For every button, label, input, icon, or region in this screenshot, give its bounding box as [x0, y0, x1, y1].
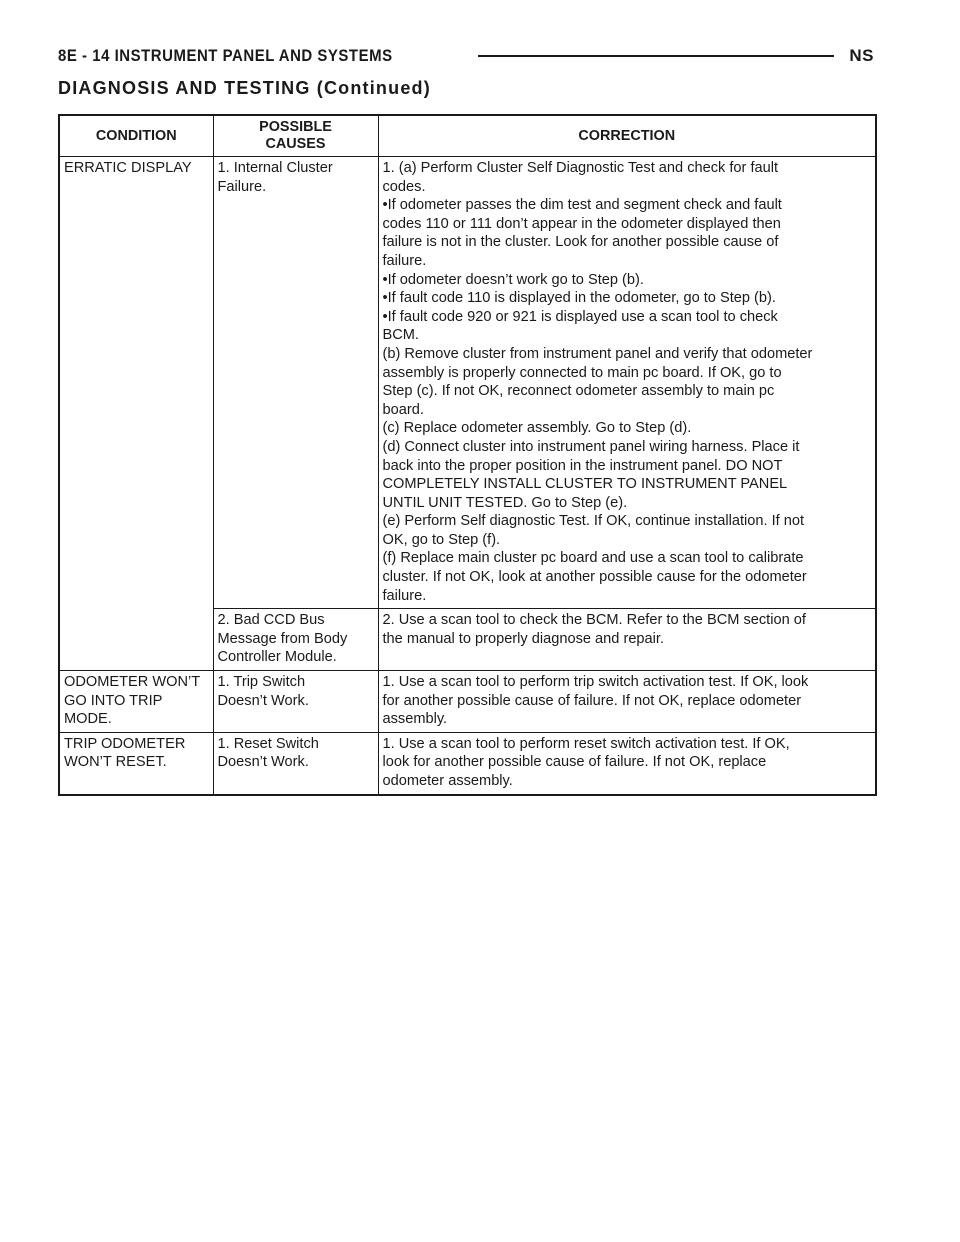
condition-line: GO INTO TRIP: [64, 692, 163, 709]
table-row: [59, 732, 876, 794]
cause-cell: [213, 671, 378, 733]
correction-line: 1. Use a scan tool to perform trip switch activation test. If OK, look: [382, 674, 809, 691]
correction-line: 1. (a) Perform Cluster Self Diagnostic Test and check for fault: [382, 160, 779, 176]
column-header-correction: CORRECTION: [378, 115, 876, 157]
correction-line: cluster. If not OK, look at another possible cause for the odometer: [382, 569, 807, 586]
model-code: NS: [849, 46, 874, 65]
bullet-icon: •: [382, 197, 388, 214]
correction-line: the manual to properly diagnose and repair.: [382, 630, 665, 647]
correction-cell: [378, 609, 876, 671]
column-header-condition: CONDITION: [59, 115, 213, 157]
bullet-icon: •: [382, 308, 388, 325]
correction-cell: [378, 671, 876, 733]
correction-line: UNTIL UNIT TESTED. Go to Step (e).: [382, 494, 628, 511]
cause-cell: [213, 609, 378, 671]
table-row: [59, 157, 876, 609]
condition-cell: [59, 732, 213, 794]
correction-line: failure.: [382, 587, 427, 604]
correction-line: back into the proper position in the instrument panel. DO NOT: [382, 457, 783, 474]
correction-line: (e) Perform Self diagnostic Test. If OK, continue installation. If not: [382, 513, 805, 530]
correction-line: (d) Connect cluster into instrument panel wiring harness. Place it: [382, 438, 800, 455]
column-header-causes-line: CAUSES: [265, 136, 326, 152]
table-row: [59, 671, 876, 733]
correction-line: If odometer passes the dim test and segment check and fault: [387, 197, 782, 214]
cause-cell: [213, 157, 378, 609]
correction-line: odometer assembly.: [382, 773, 513, 789]
bullet-item: [383, 289, 872, 308]
header-rule: [478, 55, 834, 57]
page-reference: 8E - 14 INSTRUMENT PANEL AND SYSTEMS: [58, 46, 398, 66]
correction-line: failure.: [382, 252, 427, 269]
condition-line: TRIP ODOMETER: [64, 735, 186, 752]
correction-line: If fault code 110 is displayed in the odometer, go to Step (b).: [387, 290, 776, 307]
correction-line: look for another possible cause of failure. If not OK, replace: [382, 754, 767, 771]
cause-line: 2. Bad CCD Bus: [217, 612, 325, 629]
cause-line: Message from Body: [217, 630, 348, 647]
correction-cell: [378, 732, 876, 794]
condition-cell: ERRATIC DISPLAY: [59, 157, 213, 609]
condition-line: MODE.: [64, 711, 112, 728]
correction-line: 1. Use a scan tool to perform reset switch activation test. If OK,: [382, 735, 790, 752]
correction-line: If fault code 920 or 921 is displayed use a scan tool to check: [387, 308, 778, 325]
condition-cell: [59, 609, 213, 671]
correction-cell: [378, 157, 876, 609]
correction-line: codes.: [382, 178, 426, 195]
table-row: [59, 609, 876, 671]
condition-line: ODOMETER WON’T: [64, 674, 201, 691]
correction-line: failure is not in the cluster. Look for another possible cause of: [382, 234, 779, 251]
correction-line: (f) Replace main cluster pc board and use a scan tool to calibrate: [382, 550, 804, 567]
correction-line: (c) Replace odometer assembly. Go to Step (d).: [382, 420, 692, 437]
bullet-icon: •: [382, 290, 388, 307]
bullet-item: [383, 308, 872, 327]
cause-cell: [213, 732, 378, 794]
correction-line: 2. Use a scan tool to check the BCM. Refer to the BCM section of: [382, 612, 806, 629]
correction-line: assembly.: [382, 711, 448, 728]
bullet-icon: •: [382, 271, 388, 288]
correction-line: If odometer doesn’t work go to Step (b).: [387, 271, 644, 288]
correction-line: codes 110 or 111 don’t appear in the odometer displayed then: [382, 215, 781, 232]
condition-line: WON’T RESET.: [64, 754, 167, 771]
cause-line: 1. Internal Cluster: [217, 160, 333, 176]
bullet-item: [383, 271, 872, 290]
cause-line: Failure.: [217, 178, 267, 195]
correction-line: OK, go to Step (f).: [382, 531, 501, 548]
cause-line: Doesn’t Work.: [217, 754, 309, 771]
column-header-possible-causes: [213, 115, 378, 157]
table-header-row: [59, 115, 876, 157]
correction-line: COMPLETELY INSTALL CLUSTER TO INSTRUMENT PANEL: [382, 476, 788, 493]
diagnosis-table: [58, 114, 877, 796]
column-header-causes-line: POSSIBLE: [259, 119, 332, 135]
bullet-item: [383, 196, 872, 215]
correction-line: BCM.: [382, 327, 419, 344]
cause-line: Controller Module.: [217, 649, 337, 666]
page-header: [58, 46, 874, 68]
cause-line: Doesn’t Work.: [217, 692, 309, 709]
cause-line: 1. Reset Switch: [217, 735, 319, 752]
correction-line: for another possible cause of failure. If not OK, replace odometer: [382, 692, 802, 709]
correction-line: board.: [382, 401, 424, 418]
section-title: DIAGNOSIS AND TESTING (Continued): [58, 78, 431, 98]
condition-cell: [59, 671, 213, 733]
cause-line: 1. Trip Switch: [217, 674, 306, 691]
correction-line: assembly is properly connected to main pc board. If OK, go to: [382, 364, 782, 381]
correction-line: (b) Remove cluster from instrument panel and verify that odometer: [382, 345, 813, 362]
correction-line: Step (c). If not OK, reconnect odometer assembly to main pc: [382, 383, 775, 400]
